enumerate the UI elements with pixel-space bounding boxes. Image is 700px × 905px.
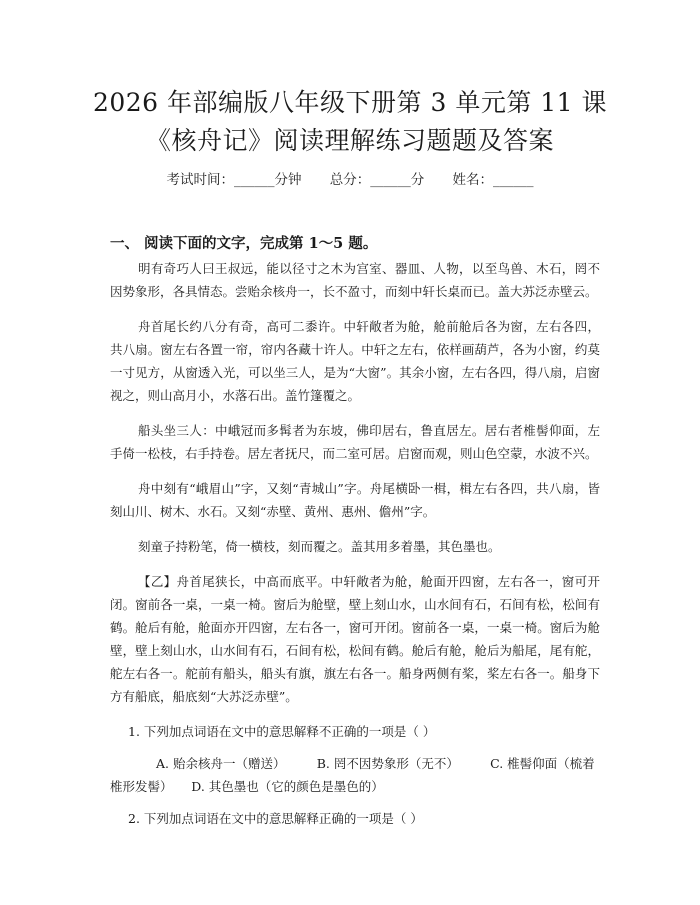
passage-paragraph-1: 明有奇巧人曰王叔远，能以径寸之木为宫室、器皿、人物，以至鸟兽、木石，罔不因势象形，各具情态。尝贻余核舟一，长不盈寸，而刻中轩长桌而已。盖大苏泛赤壁云。 [110, 261, 600, 299]
passage-paragraph-5: 刻童子持粉笔，倚一横枝，刻而覆之。盖其用多着墨，其色墨也。 [138, 539, 501, 554]
exam-time: 考试时间：______分钟 [166, 172, 302, 188]
exam-name: 姓名：______ [452, 172, 534, 188]
exam-info [0, 168, 700, 188]
question-1-options: A. 贻余核舟一（赠送） B. 罔不因势象形（无不） C. 椎髻仰面（梳着椎形发髻） D. 其色墨也（它的颜色是墨色的） [110, 756, 595, 794]
document-title [0, 84, 700, 160]
question-1-stem: 1. 下列加点词语在文中的意思解释不正确的一项是（ ） [128, 724, 436, 739]
passage-paragraph-6: 【乙】舟首尾狭长，中高而底平。中轩敞者为舱，舱面开四窗，左右各一，窗可开闭。窗前各一桌，一桌一椅。窗后为舱壁，壁上刻山水，山水间有石，石间有松，松间有鹤。舱后有舱，舱面亦开四窗，左右各一，窗可开闭。窗前各一桌，一桌一椅。窗后为舱壁，壁上刻山水，山水间有石，石间有松，松间有鹤。舱后有舱，舱后为船尾，尾有舵，舵左右各一。舵前有船头，船头有旗，旗左右各一。船身两侧有桨，桨左右各一。船身下方有船底，船底刻“大苏泛赤壁”。 [110, 574, 600, 704]
title-line-2: 《核舟记》阅读理解练习题题及答案 [145, 126, 554, 155]
passage-paragraph-3: 船头坐三人：中峨冠而多髯者为东坡，佛印居右，鲁直居左。居右者椎髻仰面，左手倚一松枝，右手持卷。居左者抚尺，而二室可居。启窗而观，则山色空蒙，水波不兴。 [110, 423, 600, 461]
title-line-1: 2026 年部编版八年级下册第 3 单元第 11 课 [92, 88, 608, 117]
passage-paragraph-2: 舟首尾长约八分有奇，高可二黍许。中轩敞者为舱，舱前舱后各为窗，左右各四，共八扇。窗左右各置一帘，帘内各藏十许人。中轩之左右，依样画葫芦，各为小窗，约莫一寸见方，从窗透入光，可以坐三人，是为“大窗”。其余小窗，左右各四，得八扇，启窗视之，则山高月小，水落石出。盖竹篷覆之。 [110, 319, 600, 403]
question-2-stem: 2. 下列加点词语在文中的意思解释正确的一项是（ ） [128, 811, 423, 826]
exam-score: 总分：______分 [329, 172, 425, 188]
section-heading: 一、 阅读下面的文字，完成第 1～5 题。 [110, 235, 378, 252]
passage-paragraph-4: 舟中刻有“峨眉山”字，又刻“青城山”字。舟尾横卧一楫，楫左右各四，共八扇，皆刻山川、树木、水石。又刻“赤壁、黄州、惠州、儋州”字。 [110, 481, 600, 519]
